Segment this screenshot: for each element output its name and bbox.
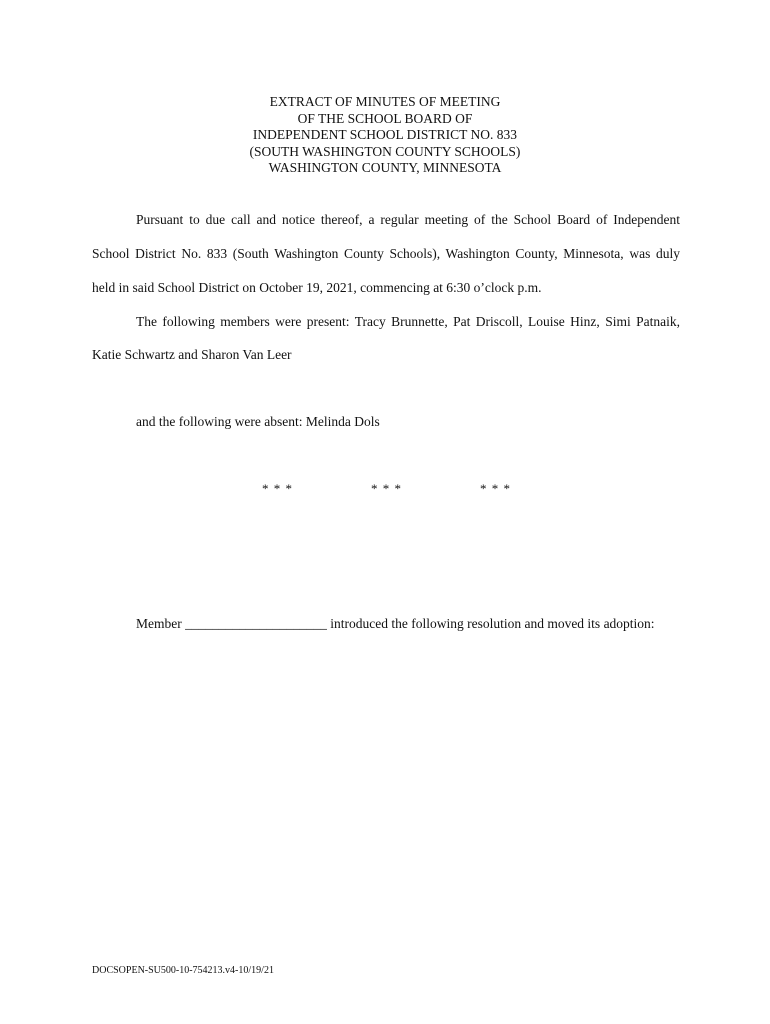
heading-line-1: EXTRACT OF MINUTES OF MEETING bbox=[269, 94, 501, 109]
meeting-paragraph-line-1: Pursuant to due call and notice thereof, a regular meeting of the School Board of Independent bbox=[136, 212, 680, 227]
separator-stars-3: * * * bbox=[480, 481, 511, 496]
members-present-line-1: The following members were present: Tracy Brunnette, Pat Driscoll, Louise Hinz, Simi Patnaik, bbox=[136, 314, 680, 329]
members-absent: and the following were absent: Melinda Dols bbox=[136, 414, 380, 429]
document-id-footer: DOCSOPEN-SU500-10-754213.v4-10/19/21 bbox=[92, 965, 274, 976]
separator-stars-1: * * * bbox=[262, 481, 293, 496]
document-heading bbox=[0, 94, 770, 177]
separator-stars-2: * * * bbox=[371, 481, 402, 496]
meeting-paragraph-line-3: held in said School District on October 19, 2021, commencing at 6:30 o’clock p.m. bbox=[92, 280, 542, 295]
heading-line-2: OF THE SCHOOL BOARD OF bbox=[297, 110, 473, 126]
heading-line-5: WASHINGTON COUNTY, MINNESOTA bbox=[268, 160, 502, 175]
heading-line-4: (SOUTH WASHINGTON COUNTY SCHOOLS) bbox=[249, 143, 521, 159]
heading-line-3: INDEPENDENT SCHOOL DISTRICT NO. 833 bbox=[252, 127, 518, 142]
members-present-line-2: Katie Schwartz and Sharon Van Leer bbox=[92, 347, 292, 362]
meeting-paragraph-line-2: School District No. 833 (South Washington County Schools), Washington County, Minnesota, was duly bbox=[92, 246, 680, 261]
motion-line: Member _____________________ introduced the following resolution and moved its adoption: bbox=[136, 616, 655, 631]
